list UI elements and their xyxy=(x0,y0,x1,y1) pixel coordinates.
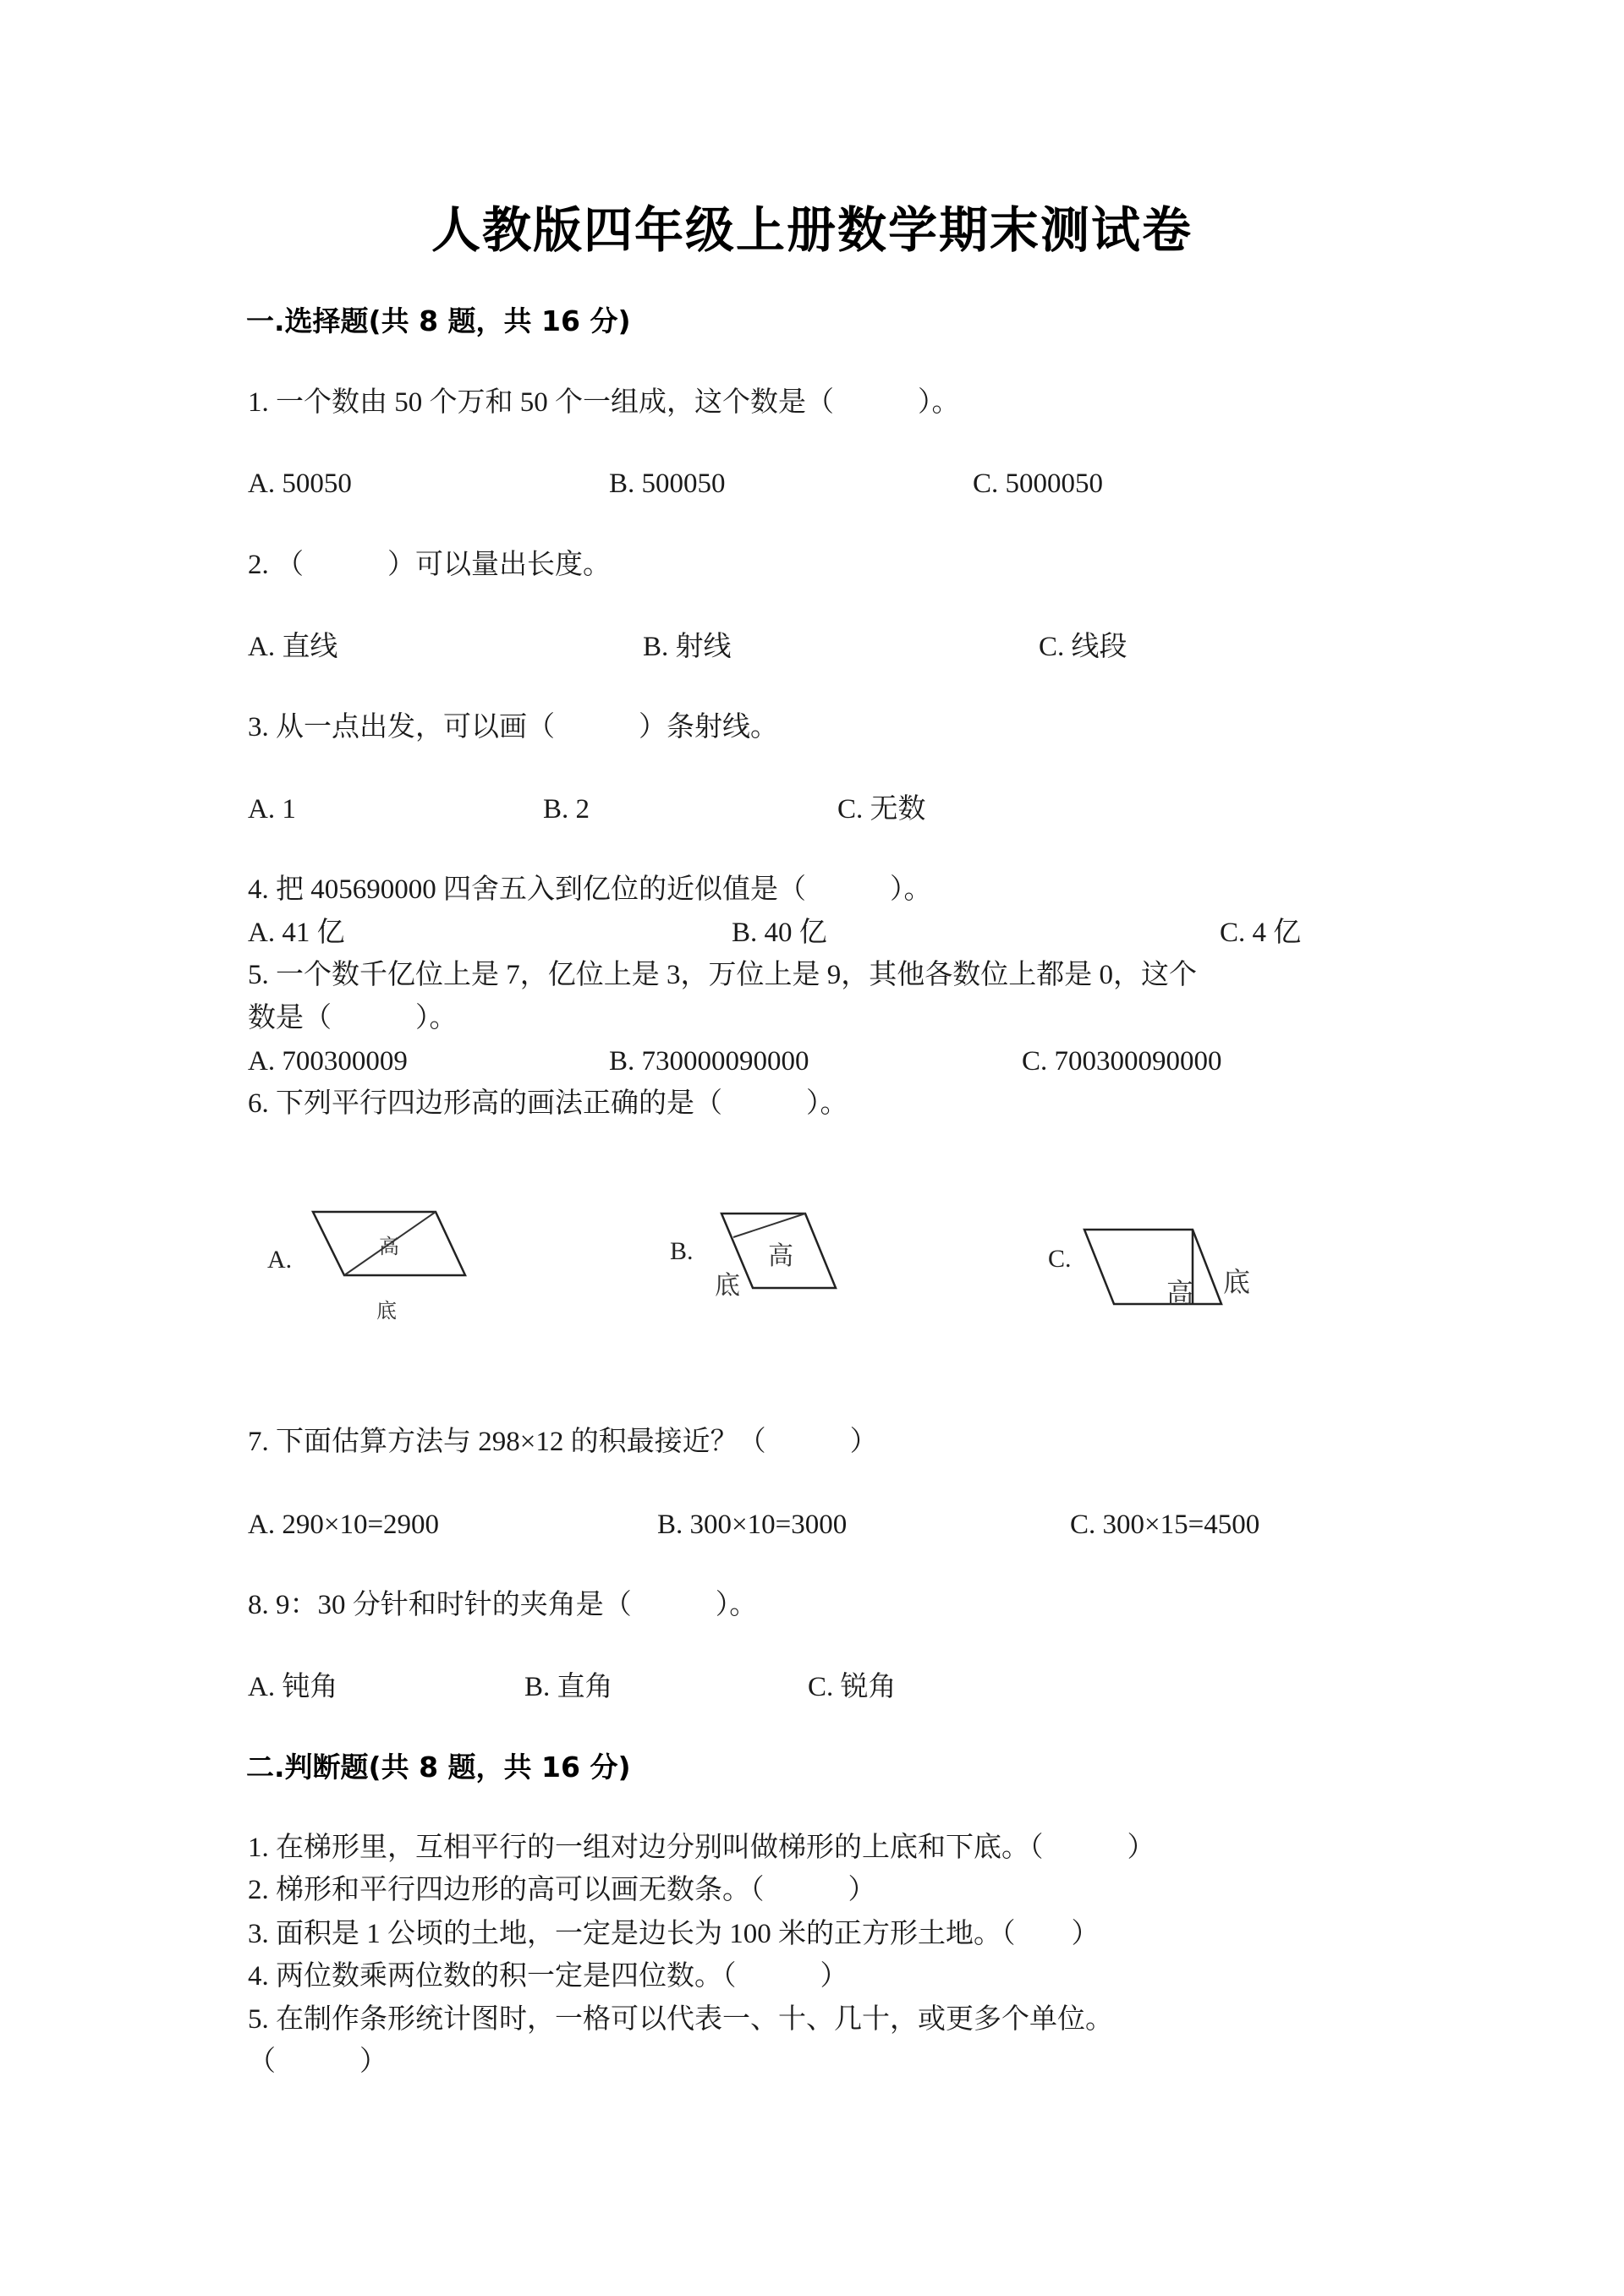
question-5-option-c[interactable]: C. 700300090000 xyxy=(1022,1046,1222,1077)
question-4-option-a[interactable]: A. 41 亿 xyxy=(248,918,345,948)
figure-c-label: C. xyxy=(1048,1245,1072,1273)
figure-b-label: B. xyxy=(670,1237,694,1265)
question-7-option-b[interactable]: B. 300×10=3000 xyxy=(657,1510,848,1540)
svg-text:底: 底 xyxy=(1222,1266,1251,1298)
question-1-option-c[interactable]: C. 5000050 xyxy=(973,469,1104,499)
question-1-option-a[interactable]: A. 50050 xyxy=(248,469,352,499)
judgment-2-text: 2. 梯形和平行四边形的高可以画无数条。（ ） xyxy=(248,1875,876,1905)
question-4-text: 4. 把 405690000 四舍五入到亿位的近似值是（ ）。 xyxy=(248,874,932,905)
question-7-option-a[interactable]: A. 290×10=2900 xyxy=(248,1510,440,1540)
question-3-text: 3. 从一点出发，可以画（ ）条射线。 xyxy=(248,712,778,743)
section-header-choice: 一.选择题(共 8 题，共 16 分) xyxy=(246,304,631,337)
figure-option-a[interactable] xyxy=(262,1201,499,1336)
question-2-option-c[interactable]: C. 线段 xyxy=(1039,632,1127,662)
parallelogram-a-diagram xyxy=(262,1201,499,1336)
svg-text:高: 高 xyxy=(768,1241,793,1271)
question-1-text: 1. 一个数由 50 个万和 50 个一组成，这个数是（ ）。 xyxy=(248,387,960,418)
question-8-text: 8. 9：30 分针和时针的夹角是（ ）。 xyxy=(248,1590,758,1620)
question-6-text: 6. 下列平行四边形高的画法正确的是（ ）。 xyxy=(248,1088,848,1119)
figure-option-b[interactable] xyxy=(668,1201,871,1319)
figure-option-c[interactable] xyxy=(1040,1201,1277,1319)
question-3-option-b[interactable]: B. 2 xyxy=(543,794,590,825)
question-3-option-a[interactable]: A. 1 xyxy=(248,794,296,825)
question-5-option-b[interactable]: B. 730000090000 xyxy=(609,1046,809,1077)
svg-text:高: 高 xyxy=(1166,1277,1194,1309)
question-8-option-b[interactable]: B. 直角 xyxy=(524,1672,613,1702)
svg-text:高: 高 xyxy=(379,1235,399,1258)
question-5-text-line-2: 数是（ ）。 xyxy=(248,1003,458,1033)
question-7-option-c[interactable]: C. 300×15=4500 xyxy=(1070,1510,1260,1540)
page-title: 人教版四年级上册数学期末测试卷 xyxy=(431,201,1193,259)
question-2-text: 2. （ ）可以量出长度。 xyxy=(248,550,611,580)
question-2-option-b[interactable]: B. 射线 xyxy=(643,632,732,662)
judgment-3-text: 3. 面积是 1 公顷的土地，一定是边长为 100 米的正方形土地。（ ） xyxy=(248,1919,1100,1949)
svg-text:底: 底 xyxy=(376,1299,397,1323)
question-5-option-a[interactable]: A. 700300009 xyxy=(248,1046,408,1077)
svg-text:底: 底 xyxy=(715,1271,740,1301)
judgment-5-text-line-1: 5. 在制作条形统计图时，一格可以代表一、十、几十，或更多个单位。 xyxy=(248,2004,1113,2035)
question-3-option-c[interactable]: C. 无数 xyxy=(837,794,926,825)
question-4-option-b[interactable]: B. 40 亿 xyxy=(732,918,827,948)
section-header-judgment: 二.判断题(共 8 题，共 16 分) xyxy=(246,1751,631,1784)
question-8-option-a[interactable]: A. 钝角 xyxy=(248,1672,338,1702)
question-2-option-a[interactable]: A. 直线 xyxy=(248,632,338,662)
judgment-4-text: 4. 两位数乘两位数的积一定是四位数。（ ） xyxy=(248,1961,848,1992)
question-4-option-c[interactable]: C. 4 亿 xyxy=(1220,918,1302,948)
parallelogram-c-diagram xyxy=(1040,1201,1277,1319)
question-8-option-c[interactable]: C. 锐角 xyxy=(808,1672,897,1702)
judgment-5-answer-blank[interactable]: （ ） xyxy=(248,2047,387,2077)
figure-a-label: A. xyxy=(267,1246,293,1274)
question-1-option-b[interactable]: B. 500050 xyxy=(609,469,726,499)
question-7-text: 7. 下面估算方法与 298×12 的积最接近？（ ） xyxy=(248,1427,878,1457)
question-5-text-line-1: 5. 一个数千亿位上是 7，亿位上是 3，万位上是 9，其他各数位上都是 0，这个 xyxy=(248,960,1197,990)
judgment-1-text: 1. 在梯形里，互相平行的一组对边分别叫做梯形的上底和下底。（ ） xyxy=(248,1833,1155,1863)
parallelogram-b-diagram xyxy=(668,1201,871,1319)
